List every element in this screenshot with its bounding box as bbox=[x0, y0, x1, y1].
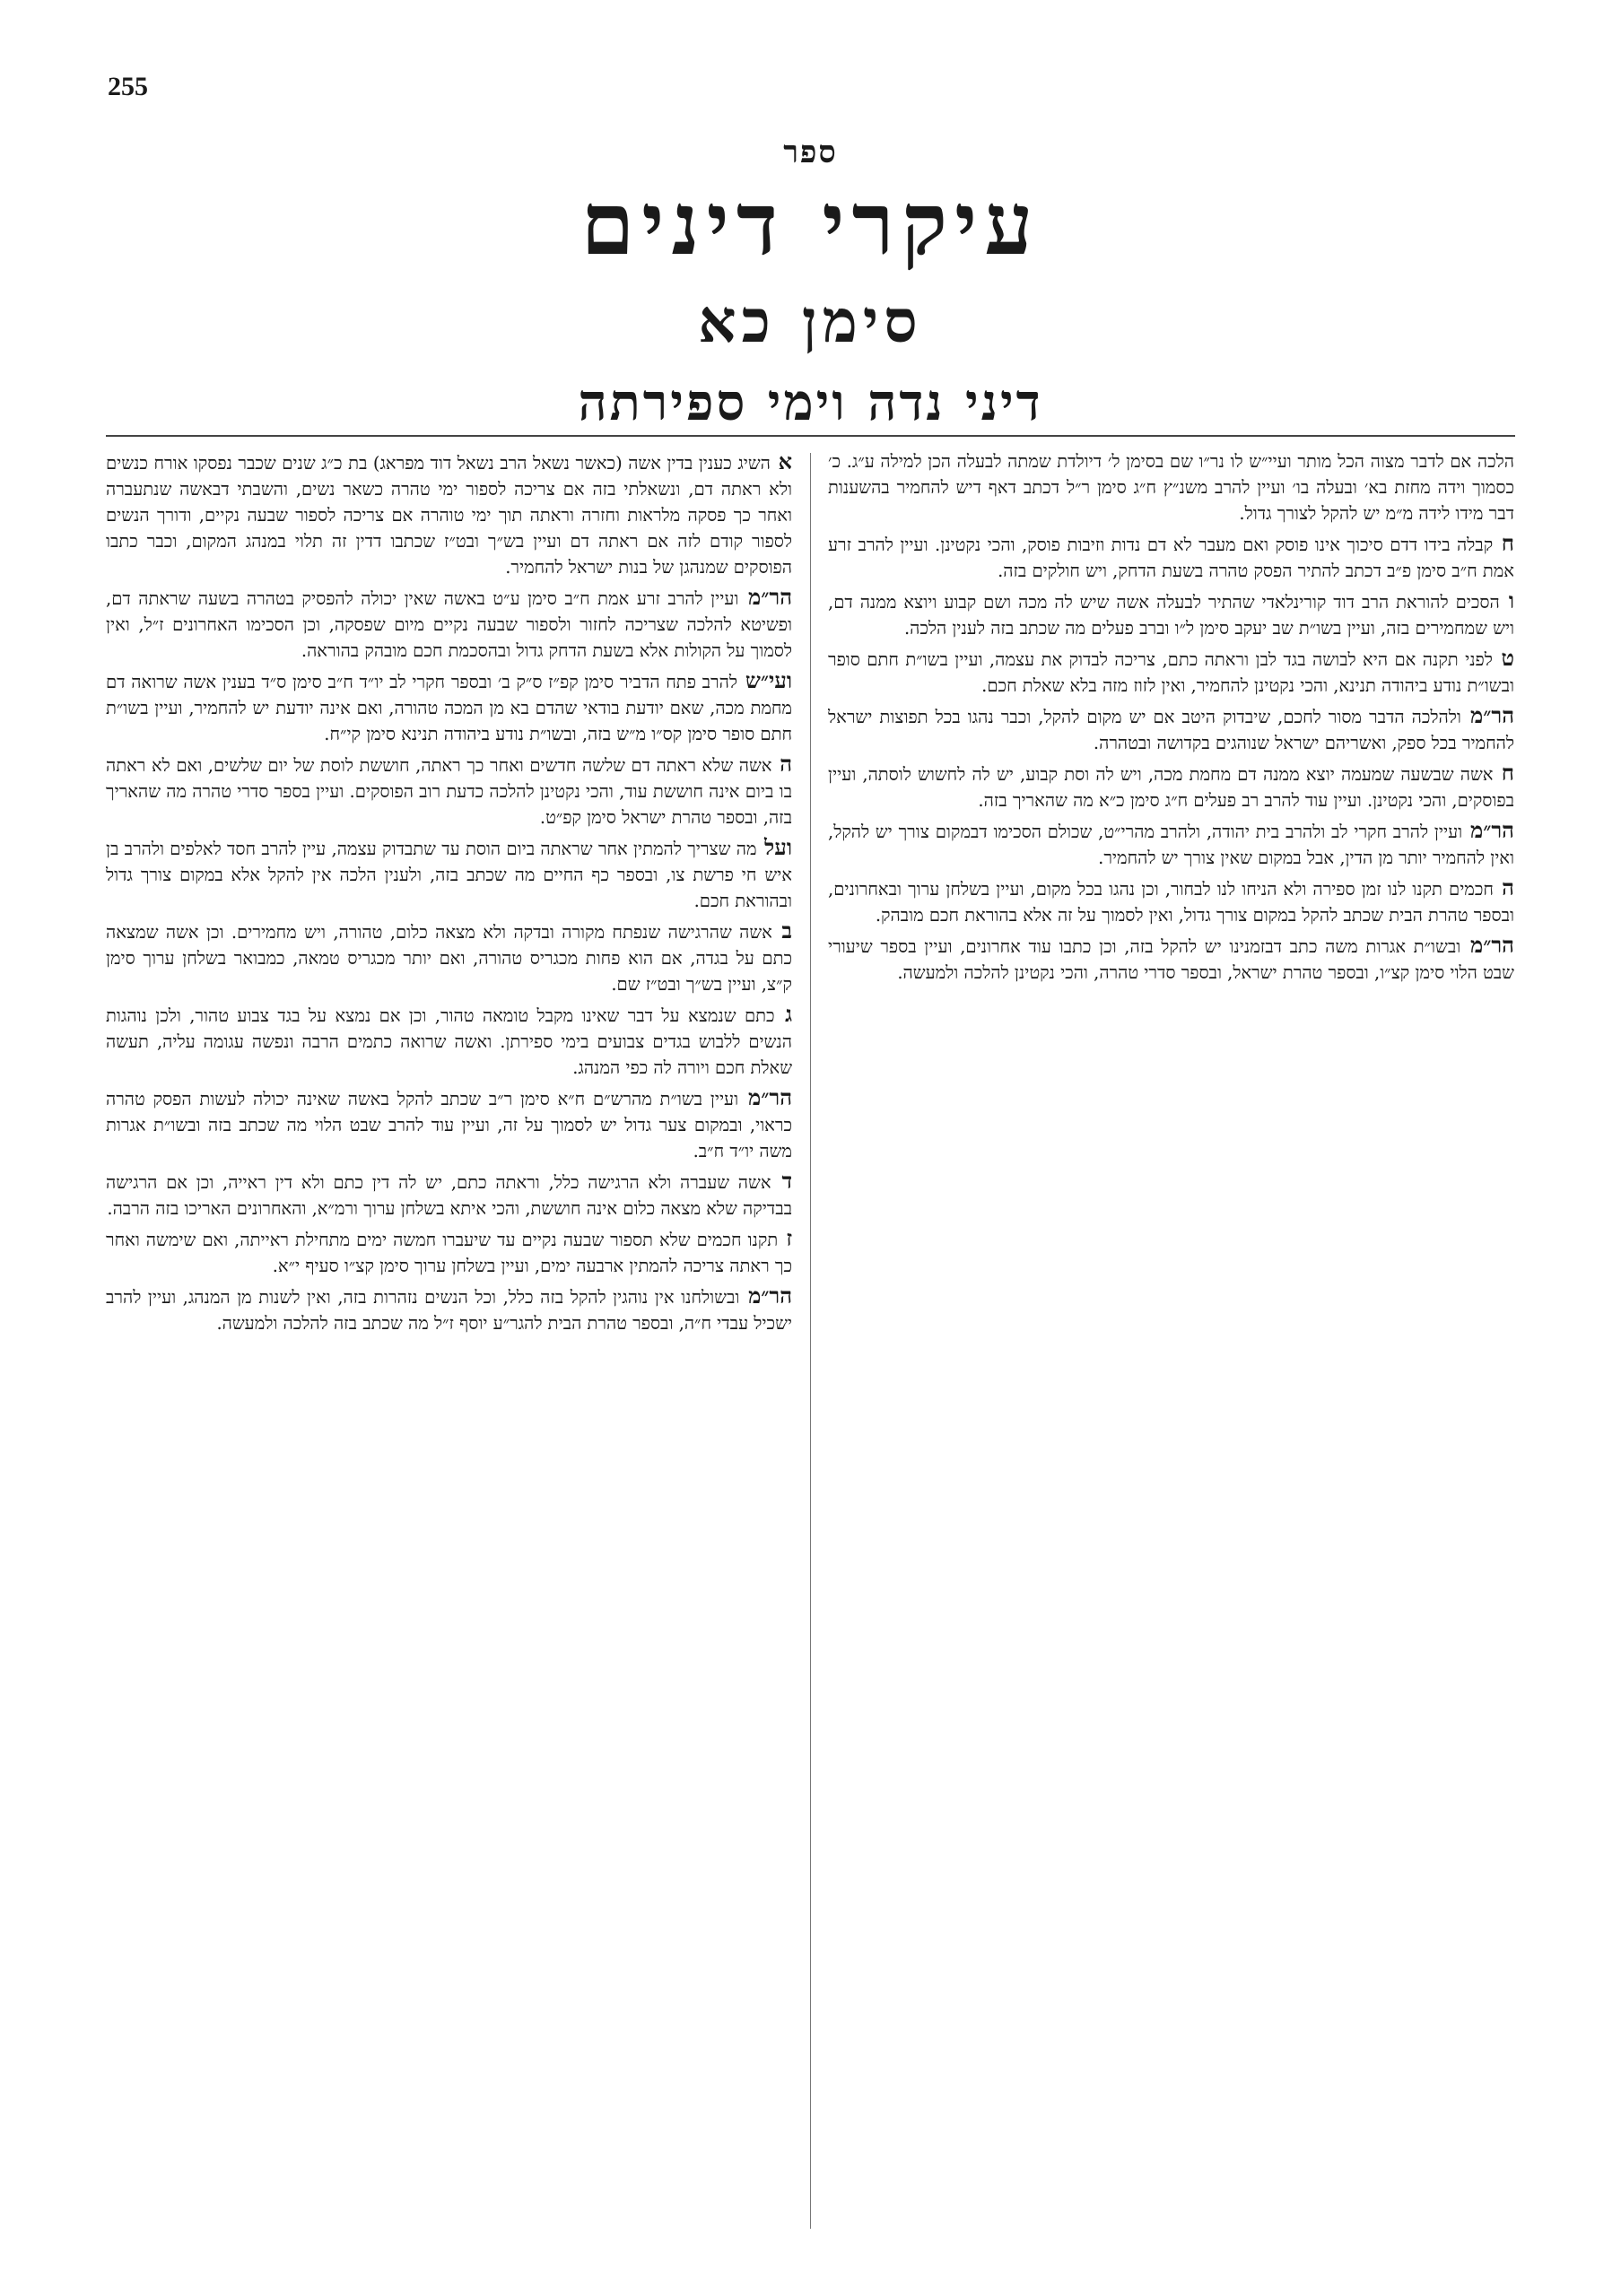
paragraph-head: ועל bbox=[756, 834, 792, 860]
paragraph-text: ועיין בשו״ת מהרש״ם ח״א סימן ר״ב שכתב להקל באשה שאינה יכולה לעשות הפסק טהרה כראוי, ובמקום צער גדול יש לסמוך על זה, ועיין עוד להרב שבט הלוי מה שכתב בזה ובשו״ת אגרות משה יו״ד ח״ב. bbox=[106, 1089, 792, 1161]
header-rule bbox=[106, 435, 1515, 437]
paragraph bbox=[106, 751, 792, 831]
paragraph-head: הר״מ bbox=[738, 1084, 792, 1110]
paragraph-text: ובשו״ת אגרות משה כתב דבזמנינו יש להקל בזה, וכן כתבו עוד אחרונים, ועיין בספר שיעורי שבט הלוי סימן קצ״ו, ובספר טהרת ישראל, ובספר סדרי טהרה, והכי נקטינן להלכה ולמעשה. bbox=[828, 936, 1514, 983]
paragraph-text: ועיין להרב חקרי לב ולהרב בית יהודה, ולהרב מהרי״ט, שכולם הסכימו דבמקום צורך יש להקל, ואין להחמיר יותר מן הדין, אבל במקום שאין צורך יש להחמיר. bbox=[828, 822, 1514, 868]
paragraph-head: ד bbox=[771, 1168, 792, 1194]
paragraph bbox=[828, 702, 1514, 756]
paragraph bbox=[106, 1225, 792, 1279]
page-header bbox=[0, 135, 1621, 432]
paragraph bbox=[106, 918, 792, 997]
paragraph bbox=[828, 932, 1514, 986]
book-title: עיקרי דינים bbox=[580, 173, 1041, 274]
paragraph-head: ז bbox=[778, 1225, 792, 1251]
paragraph bbox=[828, 760, 1514, 813]
paragraph bbox=[828, 530, 1514, 584]
paragraph-head: הר״מ bbox=[739, 1283, 792, 1309]
right-column bbox=[106, 448, 792, 2233]
paragraph-head: א bbox=[770, 448, 792, 474]
paragraph bbox=[106, 1001, 792, 1081]
paragraph bbox=[828, 645, 1514, 699]
paragraph-head: ח bbox=[1493, 530, 1514, 556]
paragraph bbox=[106, 834, 792, 914]
paragraph bbox=[828, 448, 1514, 526]
book-label: ספר bbox=[783, 135, 838, 170]
paragraph-text: הלכה אם לדבר מצוה הכל מותר ועיי״ש לו נר״ו שם בסימן ל׳ דיולדת שמתה לבעלה הכן למילה ע״ג. כ׳ כסמוך וידה מחזת בא׳ ובעלה בו׳ ועיין להרב משנ״ץ ח״ג סימן ר״ל דכתב דאף דיש להחמיר בהשענות דבר מידו לידה מ״מ יש להקל לצורך גדול. bbox=[828, 451, 1514, 524]
paragraph-head: הר״מ bbox=[1462, 817, 1514, 843]
paragraph bbox=[106, 1084, 792, 1164]
paragraph-text: הסכים להוראת הרב דוד קורינלאדי שהתיר לבעלה אשה שיש לה מכה ושם קבוע ויוצא ממנה דם, ויש שמחמירים בזה, ועיין בשו״ת שב יעקב סימן ל״ו וברב פעלים מה שכתב בזה לענין הלכה. bbox=[828, 592, 1514, 639]
page-number: 255 bbox=[108, 72, 148, 101]
paragraph-text: ובשולחנו אין נוהגין להקל בזה כלל, וכל הנשים נזהרות בזה, ואין לשנות מן המנהג, ועיין להרב ישכיל עבדי ח״ה, ובספר טהרת הבית להגר״ע יוסף ז״ל מה שכתב בזה להלכה ולמעשה. bbox=[106, 1287, 792, 1334]
paragraph-text: אשה שבשעה שמעמה יוצא ממנה דם מחמת מכה, ויש לה וסת קבוע, יש לה לחשוש לוסתה, ועיין בפוסקים, והכי נקטינן. ועיין עוד להרב רב פעלים ח״ג סימן כ״א מה שהאריך בזה. bbox=[828, 764, 1514, 811]
paragraph-text: אשה שהרגישה שנפתח מקורה ובדקה ולא מצאה כלום, טהורה, ויש מחמירים. וכן אשה שמצאה כתם על בגדה, אם הוא פחות מכגריס טהורה, ואם יותר מכגריס טמאה, כמבואר בשלחן ערוך סימן ק״צ, ועיין בש״ך ובט״ז שם. bbox=[106, 922, 792, 995]
paragraph bbox=[828, 817, 1514, 871]
paragraph bbox=[106, 1168, 792, 1222]
paragraph-head: ועי״ש bbox=[736, 667, 792, 693]
paragraph-head: הר״מ bbox=[1460, 702, 1514, 728]
paragraph-text: תקנו חכמים שלא תספור שבעה נקיים עד שיעברו חמשה ימים מתחילת ראייתה, ואם שימשה ואחר כך ראתה צריכה להמתין ארבעה ימים, ועיין בשלחן ערוך סימן קצ״ו סעיף י״א. bbox=[106, 1230, 792, 1276]
siman-heading: סימן כא bbox=[698, 285, 923, 356]
paragraph-head: ח bbox=[1493, 760, 1514, 786]
paragraph bbox=[106, 448, 792, 580]
paragraph bbox=[106, 1283, 792, 1336]
paragraph-text: כתם שנמצא על דבר שאינו מקבל טומאה טהור, וכן אם נמצא על בגד צבוע טהור, ולכן נוהגות הנשים ללבוש בגדים צבועים בימי ספירתן. ואשה שרואה כתמים הרבה ונפשה עגומה עליה, תעשה שאלת חכם ויורה לה כפי המנהג. bbox=[106, 1005, 792, 1078]
paragraph bbox=[828, 874, 1514, 928]
paragraph-text: לפני תקנה אם היא לבושה בגד לבן וראתה כתם, צריכה לבדוק את עצמה, ועיין בשו״ת חתם סופר ובשו״ת נודע ביהודה תנינא, והכי נקטינן להחמיר, ואין לזוז מזה בלא שאלת חכם. bbox=[828, 649, 1514, 696]
paragraph-text: חכמים תקנו לנו זמן ספירה ולא הניחו לנו לבחור, וכן נהגו בכל מקום, ועיין בשלחן ערוך ובאחרונים, ובספר טהרת הבית שכתב להקל במקום צורך גדול, ואין לסמוך על זה אלא בהוראת חכם מובהק. bbox=[828, 879, 1514, 926]
paragraph-head: ט bbox=[1492, 645, 1514, 671]
paragraph-text: השיג כענין בדין אשה (כאשר נשאל הרב נשאל דוד מפראג) בת כ״ג שנים שכבר נפסקו אורח כנשים ולא ראתה דם, ונשאלתי בזה אם צריכה לספור ימי טהרה כשאר נשים, והשבתי דבאשה שנתעברה ואחר כך פסקה מלראות וחזרה וראתה תוך ימי טוהרה אם צריכה לספור שבעה נקיים, ודורך הנשים לספור קודם לזה אם ראתה דם ועיין בש״ך ובט״ז שכתבו דדין זה תלוי במנהג המקום, וכבר כתבו הפוסקים שמנהגן של בנות ישראל להחמיר. bbox=[106, 453, 792, 578]
left-column bbox=[828, 448, 1514, 2233]
paragraph bbox=[828, 587, 1514, 641]
paragraph-head: ו bbox=[1499, 587, 1514, 613]
paragraph-text: אשה שעברה ולא הרגישה כלל, וראתה כתם, יש לה דין כתם ולא דין ראייה, וכן אם הרגישה בבדיקה שלא מצאה כלום אינה חוששת, והכי איתא בשלחן ערוך ורמ״א, והאחרונים האריכו בזה הרבה. bbox=[106, 1172, 792, 1219]
paragraph-head: הר״מ bbox=[738, 584, 792, 610]
paragraph-head: ב bbox=[771, 918, 792, 944]
paragraph-head: ה bbox=[771, 751, 792, 777]
paragraph-text: ולהלכה הדבר מסור לחכם, שיבדוק היטב אם יש מקום להקל, וכבר נהגו בכל תפוצות ישראל להחמיר בכל ספק, ואשריהם ישראל שנוהגים בקדושה ובטהרה. bbox=[828, 707, 1514, 753]
paragraph bbox=[106, 667, 792, 747]
paragraph-text: אשה שלא ראתה דם שלשה חדשים ואחר כך ראתה, חוששת לוסת של יום שלשים, ואם לא ראתה בו ביום אינה חוששת עוד, והכי נקטינן להלכה כדעת רוב הפוסקים. ועיין בספר סדרי טהרה מה שהאריך בזה, ובספר טהרת ישראל סימן קפ״ט. bbox=[106, 755, 792, 828]
paragraph-text: מה שצריך להמתין אחר שראתה ביום הוסת עד שתבדוק עצמה, עיין להרב חסד לאלפים ולהרב בן איש חי פרשת צו, ובספר כף החיים מה שכתב בזה, ולענין הלכה אין להקל אלא במקום צורך גדול ובהוראת חכם. bbox=[106, 839, 792, 911]
paragraph-text: להרב פתח הדביר סימן קפ״ז ס״ק ב׳ ובספר חקרי לב יו״ד ח״ב סימן ס״ד בענין אשה שרואה דם מחמת מכה, שאם יודעת בודאי שהדם בא מן המכה טהורה, ואם אינה יודעת יש להחמיר, ועיין בשו״ת חתם סופר סימן קס״ו מ״ש בזה, ובשו״ת נודע ביהודה תנינא סימן קי״ח. bbox=[106, 672, 792, 744]
paragraph bbox=[106, 584, 792, 664]
subject-heading: דיני נדה וימי ספירתה bbox=[578, 372, 1043, 432]
paragraph-text: קבלה בידו דדם סיכוך אינו פוסק ואם מעבר לא דם נדות וזיבות פוסק, והכי נקטינן. ועיין להרב זרע אמת ח״ב סימן פ״ב דכתב להתיר הפסק טהרה בשעת הדחק, ויש חולקים בזה. bbox=[828, 535, 1514, 581]
paragraph-head: הר״מ bbox=[1460, 932, 1514, 958]
text-columns bbox=[106, 448, 1515, 2233]
paragraph-text: ועיין להרב זרע אמת ח״ב סימן ע״ט באשה שאין יכולה להפסיק בטהרה בשעה שראתה דם, ופשיטא להלכה שצריכה לחזור ולספור שבעה נקיים מיום שפסקה, וכן הסכימו האחרונים ז״ל, ואין לסמוך על הקולות אלא בשעת הדחק גדול ובהסכמת חכם מובהק בהוראה. bbox=[106, 588, 792, 661]
paragraph-head: ה bbox=[1493, 874, 1514, 900]
paragraph-head: ג bbox=[774, 1001, 792, 1027]
